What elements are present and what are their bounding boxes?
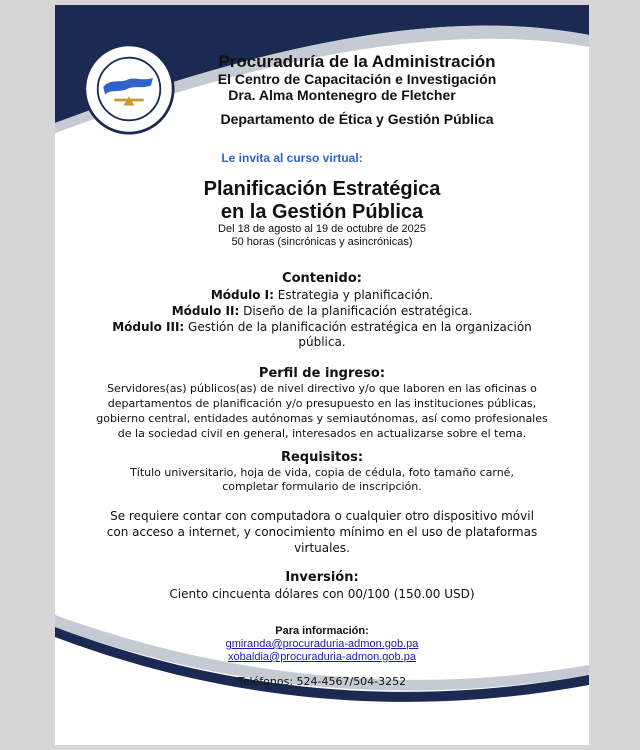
contact-heading: Para información:: [275, 625, 369, 637]
requisitos-line-1: Título universitario, hoja de vida, copia de cédula, foto tamaño carné,: [130, 466, 514, 479]
module-1: [55, 288, 589, 302]
org-line-3: Dra. Alma Montenegro de Fletcher: [228, 87, 456, 103]
course-dates: Del 18 de agosto al 19 de octubre de 2025: [218, 223, 426, 235]
perfil-heading: Perfil de ingreso:: [258, 366, 386, 381]
requisitos-line-2: completar formulario de inscripción.: [222, 480, 422, 493]
course-title-line-1: Planificación Estratégica: [203, 178, 441, 200]
perfil-line-1: Servidores(as) públicos(as) de nivel directivo y/o que laboren en las oficinas o: [107, 382, 537, 395]
module-1-label: Módulo I:: [210, 288, 274, 302]
contenido-heading: Contenido:: [282, 271, 362, 286]
email-2-row: [55, 651, 589, 663]
perfil-line-4: de la sociedad civil en general, interesados en actualizarse sobre el tema.: [117, 427, 527, 440]
org-line-1: Procuraduría de la Administración: [218, 52, 496, 71]
course-hours: 50 horas (sincrónicas y asincrónicas): [231, 236, 413, 248]
perfil-line-2: departamentos de planificación y/o presupuesto en las instituciones públicas,: [107, 397, 537, 410]
module-1-text: Estrategia y planificación.: [273, 288, 434, 302]
email-link-1[interactable]: gmiranda@procuraduria-admon.gob.pa: [225, 638, 419, 650]
requisitos-heading: Requisitos:: [280, 450, 364, 465]
module-2-label: Módulo II:: [171, 304, 240, 318]
note-line-3: virtuales.: [294, 541, 350, 555]
inversion-heading: Inversión:: [285, 570, 359, 585]
module-3: [55, 320, 589, 334]
note-line-2: con acceso a internet, y conocimiento mínimo en el uso de plataformas: [106, 525, 538, 539]
module-2-text: Diseño de la planificación estratégica.: [239, 304, 473, 318]
department-name: Departamento de Ética y Gestión Pública: [220, 111, 494, 127]
inversion-amount: Ciento cincuenta dólares con 00/100 (150.00 USD): [169, 587, 475, 601]
email-link-2[interactable]: xobaldia@procuraduria-admon.gob.pa: [228, 651, 416, 663]
module-3-text: Gestión de la planificación estratégica en la organización: [184, 320, 532, 334]
course-title-line-2: en la Gestión Pública: [220, 201, 424, 223]
email-1-row: [55, 638, 589, 650]
contact-phones: Teléfonos: 524-4567/504-3252: [237, 675, 407, 688]
module-3-text-cont: pública.: [298, 335, 346, 349]
module-2: [55, 304, 589, 318]
note-line-1: Se requiere contar con computadora o cualquier otro dispositivo móvil: [110, 509, 534, 523]
flyer-page: [55, 5, 589, 745]
invite-line: Le invita al curso virtual:: [221, 151, 363, 165]
org-line-2: El Centro de Capacitación e Investigación: [217, 71, 497, 87]
module-3-label: Módulo III:: [112, 320, 185, 334]
perfil-line-3: gobierno central, entidades autónomas y semiautónomas, así como profesionales: [96, 412, 548, 425]
